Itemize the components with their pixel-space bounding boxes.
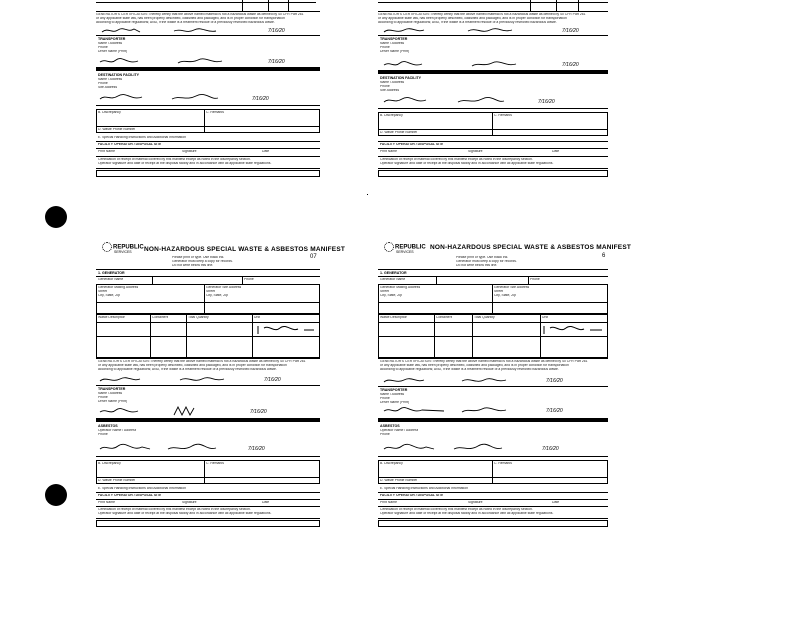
transporter-signature-2 (470, 60, 530, 69)
facility-signature-2 (456, 96, 516, 106)
section-label-asbestos: ASBESTOS (380, 424, 400, 428)
logo-sun-icon (384, 242, 394, 252)
operator-signature-2 (166, 443, 226, 454)
manifest-form-top-right: GENERATOR'S CERTIFICATION: I hereby certify that the above named material is not a hazardous waste as defined by 40 CFR Part 261 or any applicable state law, has been properly described, classified and packaged, and is in proper condition for transportation according to applicable regulations; AND, if the waste is a treatment residue of a previously restricted hazardous waste. 7/16/20 TRANSPORTER Name / Address Phone Driver Name (Print) 7/16/20 DESTINATION FACILITY Name / Address Phone Site Address 7/16/20 B. Discrepancy C. Remarks D. Waste Profile Number FACILITY OPERATOR / DISPOSAL SITE Print Name Signature Date Certification of receipt of material covered by this manifest except as noted in the discrepancy section. Operator signature and date of receipt at the disposal facility and in accordance with all applicable state regulations. (376, 0, 608, 180)
transporter-date: 7/16/20 (546, 408, 563, 414)
logo-subtext: SERVICES (114, 250, 132, 254)
generator-certification-text: GENERATOR'S CERTIFICATION: I hereby certify that the above named material is not a hazardous waste as defined by 40 CFR Part 261 (98, 360, 306, 363)
form-title: NON-HAZARDOUS SPECIAL WASTE & ASBESTOS MANIFEST (144, 246, 346, 253)
republic-logo (102, 242, 144, 254)
operator-signature (98, 443, 158, 454)
generator-signature-2 (178, 375, 238, 384)
facility-date: 7/16/20 (538, 99, 555, 105)
page-number: 6 (602, 253, 606, 259)
section-label-generator: 1. GENERATOR (380, 271, 407, 275)
manifest-form-bottom-left: REPUBLIC SERVICES NON-HAZARDOUS SPECIAL WASTE & ASBESTOS MANIFEST 07 Please print or type. Use black ink. Generator must keep a copy for records. Do not write below this line. 1. GENERATOR Generator Name Phone Generator Mailing Address Street City, State, Zip Generator Site Address Street City, State, Zip Waste Description Containers Total Quantity Unit GENERATOR'S CERTIFICATION: I hereby certify that the above named material is not a hazardous waste as defined by 40 CFR Part 261 or any applicable state law, has been properly described, classified and packaged, and is in proper condition for transportation according to applicable regulations; AND, if the waste is a treatment residue of a previously restricted hazardous waste. 7/16/20 TRANSPORTER Name / Address Phone Driver Name (Print) 7/16/20 ASBESTOS Operator Name / Address Phone 7/16/20 B. Discrepancy C. Remarks D. Waste Profile Number E. Special Handling Instructions and Additional Information FACILITY OPERATOR / DISPOSAL SITE Print Name Signature Date Certification of receipt of material covered by this manifest except as noted in the discrepancy section. Operator signature and date of receipt at the disposal facility and in accordance with all applicable state regulations. (92, 238, 324, 530)
generator-signature-2 (466, 26, 526, 35)
manifest-form-bottom-right: REPUBLIC SERVICES NON-HAZARDOUS SPECIAL WASTE & ASBESTOS MANIFEST 6 Please print or type. Use black ink. Generator must keep a copy for records. Do not write below this line. 1. GENERATOR Generator Name Phone Generator Mailing Address Street City, State, Zip Generator Site Address Street City, State, Zip Waste Description Containers Total Quantity Unit GENERATOR'S CERTIFICATION: I hereby certify that the above named material is not a hazardous waste as defined by 40 CFR Part 261 or any applicable state law, has been properly described, classified and packaged, and is in proper condition for transportation according to applicable regulations; AND, if the waste is a treatment residue of a previously restricted hazardous waste. 7/16/20 TRANSPORTER Name / Address Phone Driver Name (Print) 7/16/20 ASBESTOS Operator Name / Address Phone 7/16/20 B. Discrepancy C. Remarks D. Waste Profile Number E. Special Handling Instructions and Additional Information FACILITY OPERATOR / DISPOSAL SITE Print Name Signature Date Certification of receipt of material covered by this manifest except as noted in the discrepancy section. Operator signature and date of receipt at the disposal facility and in accordance with all applicable state regulations. (376, 238, 608, 530)
section-label-transporter: TRANSPORTER (380, 37, 408, 41)
section-label-generator: 1. GENERATOR (98, 271, 125, 275)
quantity-handwriting (540, 324, 606, 336)
transporter-date: 7/16/20 (268, 59, 285, 65)
operator-signature-2 (452, 443, 512, 454)
generator-signature-2 (172, 26, 232, 35)
transporter-date: 7/16/20 (250, 409, 267, 415)
quantity-handwriting (254, 324, 320, 336)
transporter-signature (382, 406, 452, 416)
operator-signature (382, 443, 442, 454)
section-label-transporter: TRANSPORTER (380, 388, 408, 392)
facility-date: 7/16/20 (252, 96, 269, 102)
operator-date: 7/16/20 (542, 446, 559, 452)
section-label-destination: DESTINATION FACILITY (98, 73, 140, 77)
section-label-asbestos: ASBESTOS (98, 424, 118, 428)
certification-text: GENERATOR'S CERTIFICATION: I hereby certify that the above named material is not a hazardous waste as defined by 40 CFR Part 261 (96, 13, 304, 16)
logo-text: REPUBLIC (113, 244, 144, 251)
generator-signature-2 (460, 376, 520, 385)
generator-date: 7/16/20 (264, 377, 281, 383)
generator-signature (382, 26, 442, 35)
logo-sun-icon (102, 242, 112, 252)
section-label-transporter: TRANSPORTER (98, 37, 126, 41)
hole-punch-bottom (45, 484, 67, 506)
generator-signature (382, 376, 442, 385)
generator-signature (98, 375, 158, 384)
transporter-signature (98, 407, 154, 417)
operator-date: 7/16/20 (248, 446, 265, 452)
generator-signature (100, 26, 160, 35)
section-label-transporter: TRANSPORTER (98, 387, 126, 391)
generator-date: 7/16/20 (546, 378, 563, 384)
facility-signature (98, 93, 156, 103)
hole-punch-top (45, 206, 67, 228)
transporter-signature (98, 57, 154, 66)
transporter-signature-2 (170, 405, 200, 417)
logo-text: REPUBLIC (395, 244, 426, 251)
transporter-signature-2 (460, 406, 520, 416)
form-title: NON-HAZARDOUS SPECIAL WASTE & ASBESTOS MANIFEST (430, 244, 632, 251)
section-label-destination: DESTINATION FACILITY (380, 76, 422, 80)
page-number: 07 (310, 254, 317, 260)
signature-date: 7/16/20 (562, 28, 579, 34)
logo-subtext: SERVICES (396, 250, 414, 254)
generator-certification-text: GENERATOR'S CERTIFICATION: I hereby certify that the above named material is not a hazardous waste as defined by 40 CFR Part 261 (380, 360, 588, 363)
republic-logo (384, 242, 426, 254)
signature-date: 7/16/20 (268, 28, 285, 34)
transporter-signature-2 (176, 57, 236, 66)
transporter-date: 7/16/20 (562, 62, 579, 68)
facility-signature-2 (170, 93, 230, 103)
facility-signature (382, 96, 440, 106)
transporter-signature (382, 60, 438, 69)
scan-speck (367, 194, 368, 195)
manifest-form-top-left: GENERATOR'S CERTIFICATION: I hereby certify that the above named material is not a hazardous waste as defined by 40 CFR Part 261 or any applicable state law, has been properly described, classified and packaged, and is in proper condition for transportation according to applicable regulations; AND, if the waste is a treatment residue of a previously restricted hazardous waste. 7/16/20 TRANSPORTER Name / Address Phone Driver Name (Print) 7/16/20 DESTINATION FACILITY Name / Address Phone Site Address 7/16/20 B. Discrepancy C. Remarks D. Waste Profile Number E. Special Handling Instructions and Additional Information FACILITY OPERATOR / DISPOSAL SITE Print Name Signature Date Certification of receipt of material covered by this manifest except as noted in the discrepancy section. Operator signature and date of receipt at the disposal facility and in accordance with all applicable state regulations. (92, 0, 320, 180)
